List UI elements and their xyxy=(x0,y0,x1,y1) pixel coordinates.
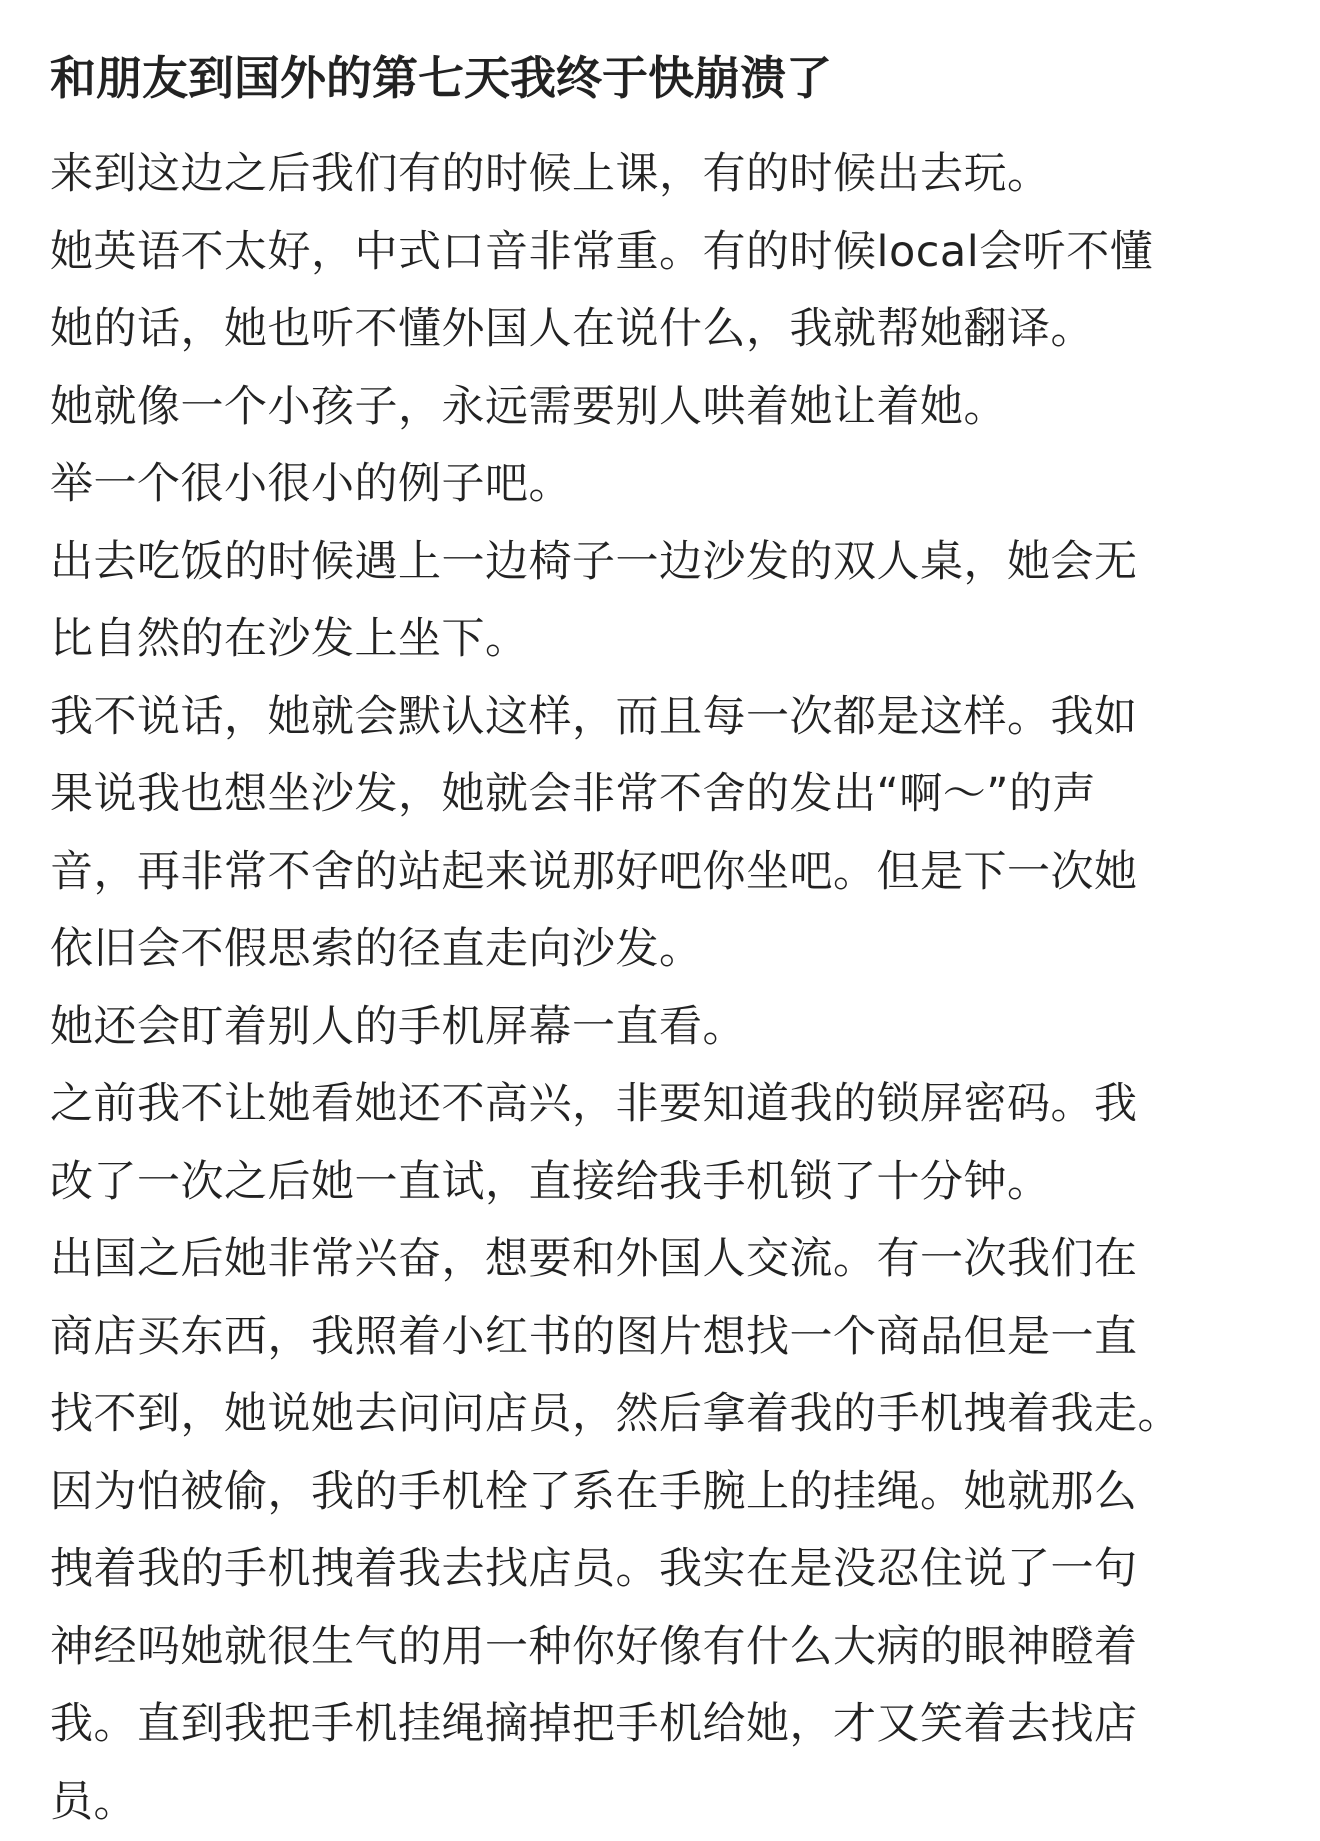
body-line: 出去吃饭的时候遇上一边椅子一边沙发的双人桌，她会无 xyxy=(50,524,1290,602)
body-line: 商店买东西，我照着小红书的图片想找一个商品但是一直 xyxy=(50,1299,1290,1377)
body-line: 我不说话，她就会默认这样，而且每一次都是这样。我如 xyxy=(50,679,1290,757)
body-line: 她还会盯着别人的手机屏幕一直看。 xyxy=(50,989,1290,1067)
body-line: 出国之后她非常兴奋，想要和外国人交流。有一次我们在 xyxy=(50,1221,1290,1299)
post-body xyxy=(50,136,1290,1841)
body-line: 之前我不让她看她还不高兴，非要知道我的锁屏密码。我 xyxy=(50,1066,1290,1144)
body-line: 改了一次之后她一直试，直接给我手机锁了十分钟。 xyxy=(50,1144,1290,1222)
body-line: 她的话，她也听不懂外国人在说什么，我就帮她翻译。 xyxy=(50,291,1290,369)
body-line: 她就像一个小孩子，永远需要别人哄着她让着她。 xyxy=(50,369,1290,447)
body-line: 神经吗她就很生气的用一种你好像有什么大病的眼神瞪着 xyxy=(50,1609,1290,1687)
body-line: 依旧会不假思索的径直走向沙发。 xyxy=(50,911,1290,989)
body-line: 找不到，她说她去问问店员，然后拿着我的手机拽着我走。 xyxy=(50,1376,1290,1454)
body-line: 拽着我的手机拽着我去找店员。我实在是没忍住说了一句 xyxy=(50,1531,1290,1609)
body-line: 音，再非常不舍的站起来说那好吧你坐吧。但是下一次她 xyxy=(50,834,1290,912)
post-title: 和朋友到国外的第七天我终于快崩溃了 xyxy=(50,40,1290,116)
body-line: 我。直到我把手机挂绳摘掉把手机给她，才又笑着去找店 xyxy=(50,1686,1290,1764)
body-line: 因为怕被偷，我的手机栓了系在手腕上的挂绳。她就那么 xyxy=(50,1454,1290,1532)
body-line: 举一个很小很小的例子吧。 xyxy=(50,446,1290,524)
body-line: 她英语不太好，中式口音非常重。有的时候local会听不懂 xyxy=(50,214,1290,292)
body-line: 来到这边之后我们有的时候上课，有的时候出去玩。 xyxy=(50,136,1290,214)
body-line: 比自然的在沙发上坐下。 xyxy=(50,601,1290,679)
body-line: 果说我也想坐沙发，她就会非常不舍的发出“啊～”的声 xyxy=(50,756,1290,834)
post-container xyxy=(50,40,1290,1841)
body-line: 员。 xyxy=(50,1764,1290,1841)
